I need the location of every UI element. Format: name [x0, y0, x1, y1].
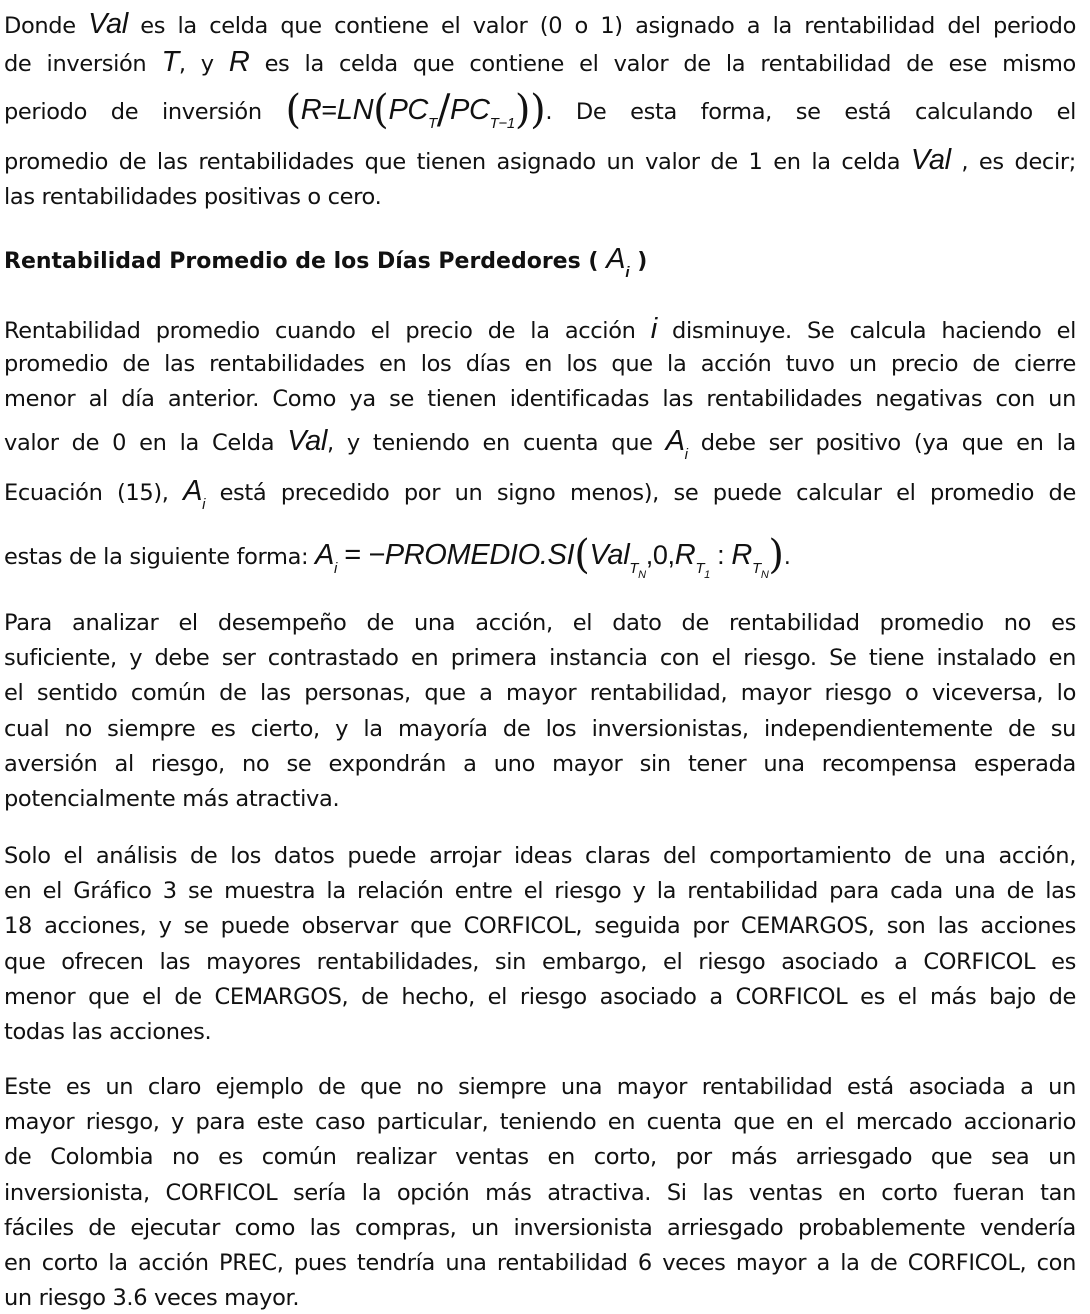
- math-function: LN: [336, 94, 374, 126]
- math-operator: :: [709, 540, 732, 570]
- math-variable: Val: [88, 8, 128, 40]
- inline-formula: $(R=LN(PC_T/PC_{T-1}))$: [285, 87, 546, 133]
- p1-line-4: [4, 146, 1076, 176]
- math-variable: i: [650, 313, 657, 345]
- text-span: , y teniendo en cuenta que: [327, 430, 653, 456]
- paragraph5-line-6: en corto la acción PREC, pues tendría una rentabilidad 6 veces mayor a la de CORFICOL, con: [4, 1250, 1076, 1276]
- math-variable: A: [183, 475, 203, 507]
- p2-line-6: [4, 532, 1076, 581]
- math-variable: A: [315, 539, 335, 571]
- paragraph3-line-5: aversión al riesgo, no se expondrán a uno mayor sin tener una recompensa esperada: [4, 750, 1076, 777]
- text-span: , y: [178, 51, 214, 77]
- paragraph3-line-6: potencialmente más atractiva.: [4, 786, 340, 812]
- text-span: .: [783, 544, 791, 570]
- math-subscript: T: [428, 115, 437, 132]
- math-subscript: i: [202, 496, 206, 513]
- math-variable: Val: [287, 425, 328, 457]
- text-span: debe ser positivo (ya que en la: [700, 430, 1076, 456]
- math-variable: R: [300, 94, 322, 126]
- math-function: = −PROMEDIO.SI: [343, 539, 575, 571]
- text-span: es la celda que contiene el valor de la rentabilidad de ese mismo: [264, 51, 1076, 77]
- paragraph3-line-4: cual no siempre es cierto, y la mayoría de los inversionistas, independientemente de su: [4, 715, 1076, 742]
- math-subscript: T: [695, 560, 705, 577]
- text-span: Rentabilidad promedio cuando el precio de la acción: [4, 318, 636, 344]
- paragraph4-line-4: que ofrecen las mayores rentabilidades, sin embargo, el riesgo asociado a CORFICOL es: [4, 948, 1076, 975]
- paragraph5-line-4: inversionista, CORFICOL sería la opción más atractiva. Si las ventas en corto fueran tan: [4, 1179, 1076, 1206]
- paragraph4-line-5: menor que el de CEMARGOS, de hecho, el riesgo asociado a CORFICOL es el más bajo de: [4, 983, 1076, 1010]
- text-span: . De esta forma, se está calculando el: [545, 99, 1076, 125]
- math-variable: PC: [388, 94, 429, 126]
- math-subscript: N: [638, 569, 646, 581]
- math-variable: Val: [589, 539, 630, 571]
- math-variable: R: [674, 539, 696, 571]
- paragraph5-line-5: fáciles de ejecutar como las compras, un inversionista arriesgado probablemente vendería: [4, 1214, 1076, 1241]
- math-variable: T: [161, 46, 179, 78]
- math-variable: A: [606, 243, 626, 275]
- math-operator: ,0,: [645, 540, 675, 570]
- paragraph5-line-3: de Colombia no es común realizar ventas en corto, por más arriesgado que sea un: [4, 1144, 1076, 1171]
- math-subscript: T: [751, 560, 761, 577]
- math-variable: R: [731, 539, 752, 571]
- math-variable: A: [665, 425, 685, 457]
- p2-line-1: [4, 315, 1076, 345]
- math-subscript: i: [334, 560, 338, 577]
- math-subscript: T−1: [489, 115, 515, 132]
- paragraph4-line-1: Solo el análisis de los datos puede arrojar ideas claras del comportamiento de una acción,: [4, 843, 1076, 869]
- text-span: de inversión: [4, 51, 147, 77]
- paragraph4-line-2: en el Gráfico 3 se muestra la relación entre el riesgo y la rentabilidad para cada una de las: [4, 878, 1076, 905]
- paragraph4-line-3: 18 acciones, y se puede observar que CORFICOL, seguida por CEMARGOS, son las acciones: [4, 913, 1076, 940]
- heading-text: Rentabilidad Promedio de los Días Perdedores (: [4, 249, 599, 274]
- p2-line-4: [4, 425, 1076, 463]
- p1-line-5: las rentabilidades positivas o cero.: [4, 184, 382, 210]
- paragraph5-line-7: un riesgo 3.6 veces mayor.: [4, 1285, 300, 1312]
- text-span: es la celda que contiene el valor (0 o 1) asignado a la rentabilidad del periodo: [140, 13, 1076, 39]
- math-subscript: i: [625, 264, 630, 281]
- text-span: , es decir;: [961, 149, 1076, 175]
- text-span: Donde: [4, 13, 76, 39]
- p2-line-2: promedio de las rentabilidades en los días en los que la acción tuvo un precio de cierre: [4, 351, 1076, 377]
- heading-text: ): [637, 249, 648, 274]
- text-span: disminuye. Se calcula haciendo el: [672, 318, 1076, 344]
- paragraph3-line-1: Para analizar el desempeño de una acción, el dato de rentabilidad promedio no es: [4, 610, 1076, 636]
- p2-line-5: [4, 475, 1076, 513]
- math-subscript: 1: [704, 569, 710, 581]
- text-span: periodo de inversión: [4, 99, 262, 125]
- paragraph3-line-2: suficiente, y debe ser contrastado en primera instancia con el riesgo. Se tiene instalado en: [4, 645, 1076, 672]
- math-subscript: T: [629, 560, 639, 577]
- math-subscript: N: [760, 569, 769, 581]
- p1-line-1: [4, 10, 1076, 40]
- math-subscript: i: [684, 446, 688, 463]
- math-operator: /: [436, 87, 450, 133]
- text-span: estas de la siguiente forma:: [4, 544, 309, 570]
- inline-formula: $A_i$ = $-PROMEDIO.SI(Val_{TN},0,R_{T1}$ : $R_{TN}$): [315, 532, 784, 581]
- paragraph3-line-3: el sentido común de las personas, que a mayor rentabilidad, mayor riesgo o viceversa, lo: [4, 680, 1076, 707]
- paragraph4-line-6: todas las acciones.: [4, 1019, 212, 1045]
- text-span: está precedido por un signo menos), se puede calcular el promedio de: [219, 480, 1076, 506]
- p2-line-3: menor al día anterior. Como ya se tienen identificadas las rentabilidades negativas con un: [4, 386, 1076, 412]
- math-variable: Val: [910, 144, 951, 176]
- section-heading: [4, 243, 1076, 281]
- text-span: valor de 0 en la Celda: [4, 430, 275, 456]
- p1-line-3: [4, 87, 1076, 133]
- text-span: promedio de las rentabilidades que tienen asignado un valor de 1 en la celda: [4, 149, 901, 175]
- text-span: Ecuación (15),: [4, 480, 169, 506]
- math-operator: =: [321, 95, 337, 125]
- paragraph5-line-2: mayor riesgo, y para este caso particular, teniendo en cuenta que en el mercado accionario: [4, 1109, 1076, 1136]
- math-variable: PC: [450, 94, 490, 126]
- p1-line-2: [4, 48, 1076, 78]
- math-variable: R: [228, 46, 250, 78]
- paragraph5-line-1: Este es un claro ejemplo de que no siempre una mayor rentabilidad está asociada a un: [4, 1074, 1076, 1100]
